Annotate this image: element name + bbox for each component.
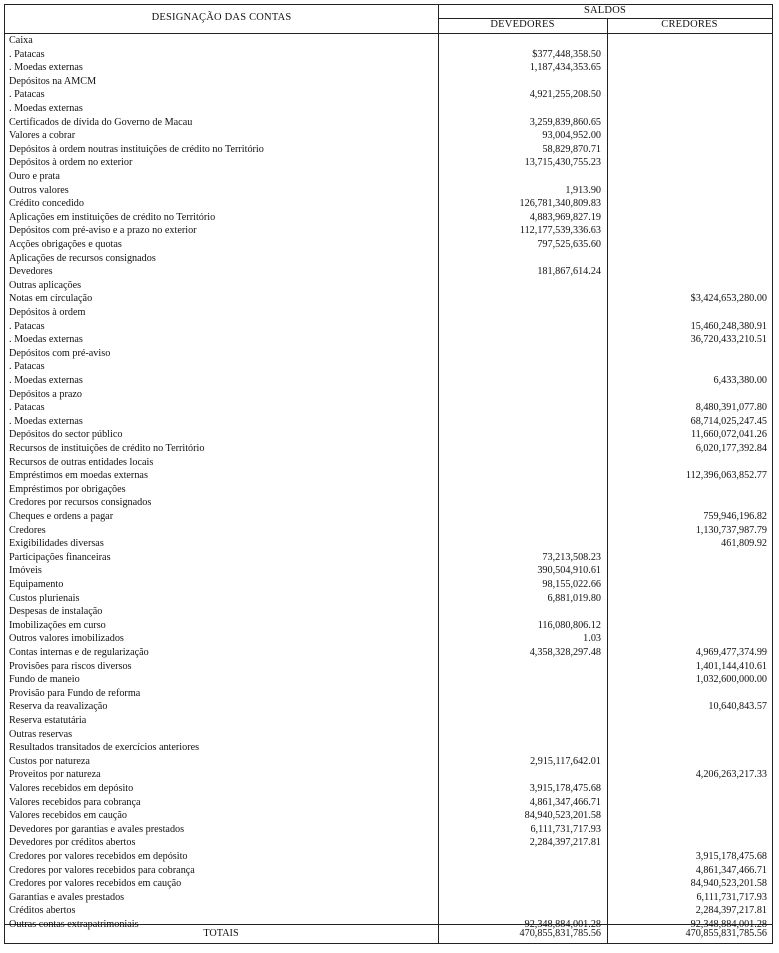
debit-balance: 58,829,870.71 [542,143,601,155]
account-name: Credores por valores recebidos em caução [9,878,182,890]
table-row [5,741,772,755]
account-name: Outras aplicações [9,279,82,291]
account-name: . Moedas externas [9,62,83,74]
account-name: Credores [9,524,46,536]
table-row [5,864,772,878]
account-name: . Patacas [9,361,45,373]
debit-balance: 6,881,019.80 [547,592,601,604]
balance-table [4,4,773,944]
table-row [5,456,772,470]
debit-balance: 390,504,910.61 [537,565,601,577]
credit-balance: 10,640,843.57 [708,701,767,713]
debit-balance: 4,358,328,297.48 [529,647,601,658]
account-name: Devedores por créditos abertos [9,837,136,849]
account-name: Custos por natureza [9,755,90,767]
account-name: Empréstimos por obrigações [9,483,126,495]
account-name: Caixa [9,35,33,46]
table-row [5,306,772,320]
account-name: Valores recebidos em depósito [9,783,134,794]
account-name: Outras contas extrapatrimoniais [9,919,139,930]
table-row [5,129,772,143]
table-row [5,333,772,347]
account-name: Créditos abertos [9,905,76,917]
account-name: Fundo de maneio [9,674,80,686]
table-row [5,143,772,157]
table-row [5,646,772,660]
credit-balance: 461,809.92 [721,538,767,550]
account-name: . Moedas externas [9,103,83,114]
account-name: Depósitos na AMCM [9,75,97,87]
account-name: . Patacas [9,89,45,101]
account-name: . Moedas externas [9,415,83,427]
debit-balance: 112,177,539,336.63 [519,225,601,237]
account-name: Provisões para riscos diversos [9,660,132,672]
table-row [5,524,772,538]
header-devedores: DEVEDORES [490,19,555,30]
table-row [5,61,772,75]
account-name: Acções obrigações e quotas [9,239,122,250]
debit-balance: 4,861,347,466.71 [529,796,601,808]
table-row [5,34,772,48]
table-row [5,374,772,388]
account-name: Depósitos do sector público [9,429,123,441]
debit-balance: 93,004,952.00 [542,130,601,142]
account-name: Imóveis [9,565,42,577]
table-row [5,700,772,714]
account-name: . Moedas externas [9,375,83,386]
account-name: Certificados de dívida do Governo de Macau [9,116,193,128]
account-name: Aplicações em instituições de crédito no Território [9,211,216,223]
table-row [5,551,772,565]
account-name: . Patacas [9,48,45,60]
credit-balance: 6,433,380.00 [713,375,767,386]
table-row [5,238,772,252]
account-name: Depósitos à ordem noutras instituições de crédito no Território [9,143,264,155]
debit-balance: 126,781,340,809.83 [519,198,601,210]
credit-balance: 1,032,600,000.00 [695,674,767,686]
table-row [5,170,772,184]
account-name: Proveitos por natureza [9,769,101,781]
account-name: Crédito concedido [9,198,84,210]
credit-balance: 6,111,731,717.93 [696,891,767,903]
credit-balance: 4,969,477,374.99 [695,647,767,658]
account-name: Custos plurienais [9,592,80,604]
table-row [5,48,772,62]
account-name: Imobilizações em curso [9,619,106,631]
totals-label: TOTAIS [203,928,239,939]
debit-balance: 92,348,884,001.28 [524,919,601,930]
credit-balance: 6,020,177,392.84 [695,443,767,454]
account-name: Valores recebidos em caução [9,810,127,822]
debit-balance: 1,187,434,353.65 [529,62,601,74]
table-row [5,347,772,361]
table-row [5,156,772,170]
account-name: Provisão para Fundo de reforma [9,687,141,699]
debit-balance: $377,448,358.50 [532,48,601,60]
account-name: Depósitos à ordem [9,307,86,318]
table-row [5,904,772,918]
account-name: Reserva estatutária [9,715,87,726]
credit-balance: 3,915,178,475.68 [695,851,767,862]
credit-balance: $3,424,653,280.00 [690,293,767,305]
header-designation: DESIGNAÇÃO DAS CONTAS [151,12,292,23]
credit-balance: 759,946,196.82 [703,511,767,522]
account-name: Participações financeiras [9,551,111,563]
totals-debit: 470,855,831,785.56 [519,928,601,939]
account-name: Exigibilidades diversas [9,538,104,550]
table-row [5,428,772,442]
table-row [5,605,772,619]
account-name: Aplicações de recursos consignados [9,252,156,264]
header-saldos: SALDOS [583,5,627,16]
account-name: Ouro e prata [9,171,60,182]
debit-balance: 98,155,022.66 [542,579,601,590]
account-name: Resultados transitados de exercícios anteriores [9,742,200,754]
credit-balance: 1,130,737,987.79 [695,524,767,536]
table-row [5,102,772,116]
account-name: Devedores [9,266,53,278]
account-name: Depósitos à ordem no exterior [9,157,133,169]
account-name: Garantias e avales prestados [9,891,125,903]
table-row [5,265,772,279]
debit-balance: 116,080,806.12 [537,619,601,631]
debit-balance: 181,867,614.24 [537,266,601,278]
header-credores: CREDORES [661,19,718,30]
account-name: Outros valores [9,184,69,196]
account-name: Depósitos com pré-aviso e a prazo no exterior [9,225,197,237]
account-name: Depósitos com pré-aviso [9,347,111,359]
table-row [5,292,772,306]
table-row [5,632,772,646]
account-name: Reserva da reavalização [9,701,108,713]
credit-balance: 92,348,884,001.28 [690,919,767,930]
table-row [5,75,772,89]
credit-balance: 8,480,391,077.80 [695,402,767,414]
debit-balance: 3,915,178,475.68 [529,783,601,794]
debit-balance: 3,259,839,860.65 [529,116,601,128]
debit-balance: 797,525,635.60 [537,239,601,250]
account-name: Valores recebidos para cobrança [9,796,141,808]
credit-balance: 84,940,523,201.58 [690,878,767,890]
account-name: . Patacas [9,320,45,332]
account-name: Empréstimos em moedas externas [9,470,148,482]
credit-balance: 11,660,072,041.26 [690,429,767,441]
table-row [5,796,772,810]
table-row [5,510,772,524]
table-row [5,116,772,130]
account-name: Credores por valores recebidos para cobrança [9,864,195,876]
credit-balance: 68,714,025,247.45 [690,415,767,427]
table-row [5,687,772,701]
credit-balance: 4,206,263,217.33 [695,769,767,781]
table-row [5,673,772,687]
account-name: . Moedas externas [9,334,83,346]
table-row [5,850,772,864]
table-row [5,320,772,334]
account-name: Contas internas e de regularização [9,647,149,658]
table-row [5,360,772,374]
account-name: Outras reservas [9,728,73,740]
debit-balance: 2,284,397,217.81 [529,837,601,849]
credit-balance: 2,284,397,217.81 [695,905,767,917]
debit-balance: 4,883,969,827.19 [529,211,601,223]
credit-balance: 4,861,347,466.71 [695,864,767,876]
credit-balance: 15,460,248,380.91 [690,320,767,332]
account-name: Outros valores imobilizados [9,633,124,645]
account-name: Credores por valores recebidos em depósito [9,851,188,862]
table-row [5,388,772,402]
table-row [5,252,772,266]
table-row [5,483,772,497]
totals-row [5,925,772,943]
table-row [5,415,772,429]
table-row [5,592,772,606]
debit-balance: 84,940,523,201.58 [524,810,601,822]
debit-balance: 2,915,117,642.01 [530,755,601,767]
account-name: Notas em circulação [9,293,93,305]
debit-balance: 1,913.90 [565,184,601,196]
table-row [5,211,772,225]
table-row [5,88,772,102]
account-name: Recursos de instituições de crédito no Território [9,443,205,454]
debit-balance: 1.03 [583,633,601,645]
table-row [5,714,772,728]
debit-balance: 13,715,430,755.23 [524,157,601,169]
table-row [5,782,772,796]
totals-credit: 470,855,831,785.56 [685,928,767,939]
table-row [5,660,772,674]
account-name: Despesas de instalação [9,606,103,618]
account-name: Devedores por garantias e avales prestados [9,823,185,835]
table-row [5,279,772,293]
account-name: Valores a cobrar [9,130,76,142]
table-row [5,619,772,633]
table-row [5,891,772,905]
table-row [5,224,772,238]
debit-balance: 73,213,508.23 [542,551,601,563]
table-row [5,496,772,510]
account-name: . Patacas [9,402,45,414]
account-name: Equipamento [9,579,64,590]
table-row [5,537,772,551]
table-row [5,728,772,742]
debit-balance: 6,111,731,717.93 [530,823,601,835]
account-name: Cheques e ordens a pagar [9,511,114,522]
account-name: Depósitos a prazo [9,388,82,400]
credit-balance: 36,720,433,210.51 [690,334,767,346]
account-name: Credores por recursos consignados [9,497,152,509]
debit-balance: 4,921,255,208.50 [529,89,601,101]
table-row [5,755,772,769]
table-row [5,836,772,850]
account-name: Recursos de outras entidades locais [9,456,154,468]
credit-balance: 112,396,063,852.77 [685,470,767,482]
table-row [5,578,772,592]
table-row [5,809,772,823]
credit-balance: 1,401,144,410.61 [695,660,767,672]
table-row [5,184,772,198]
table-row [5,401,772,415]
table-row [5,442,772,456]
table-row [5,469,772,483]
table-row [5,768,772,782]
table-row [5,823,772,837]
table-row [5,564,772,578]
table-row [5,197,772,211]
table-row [5,877,772,891]
